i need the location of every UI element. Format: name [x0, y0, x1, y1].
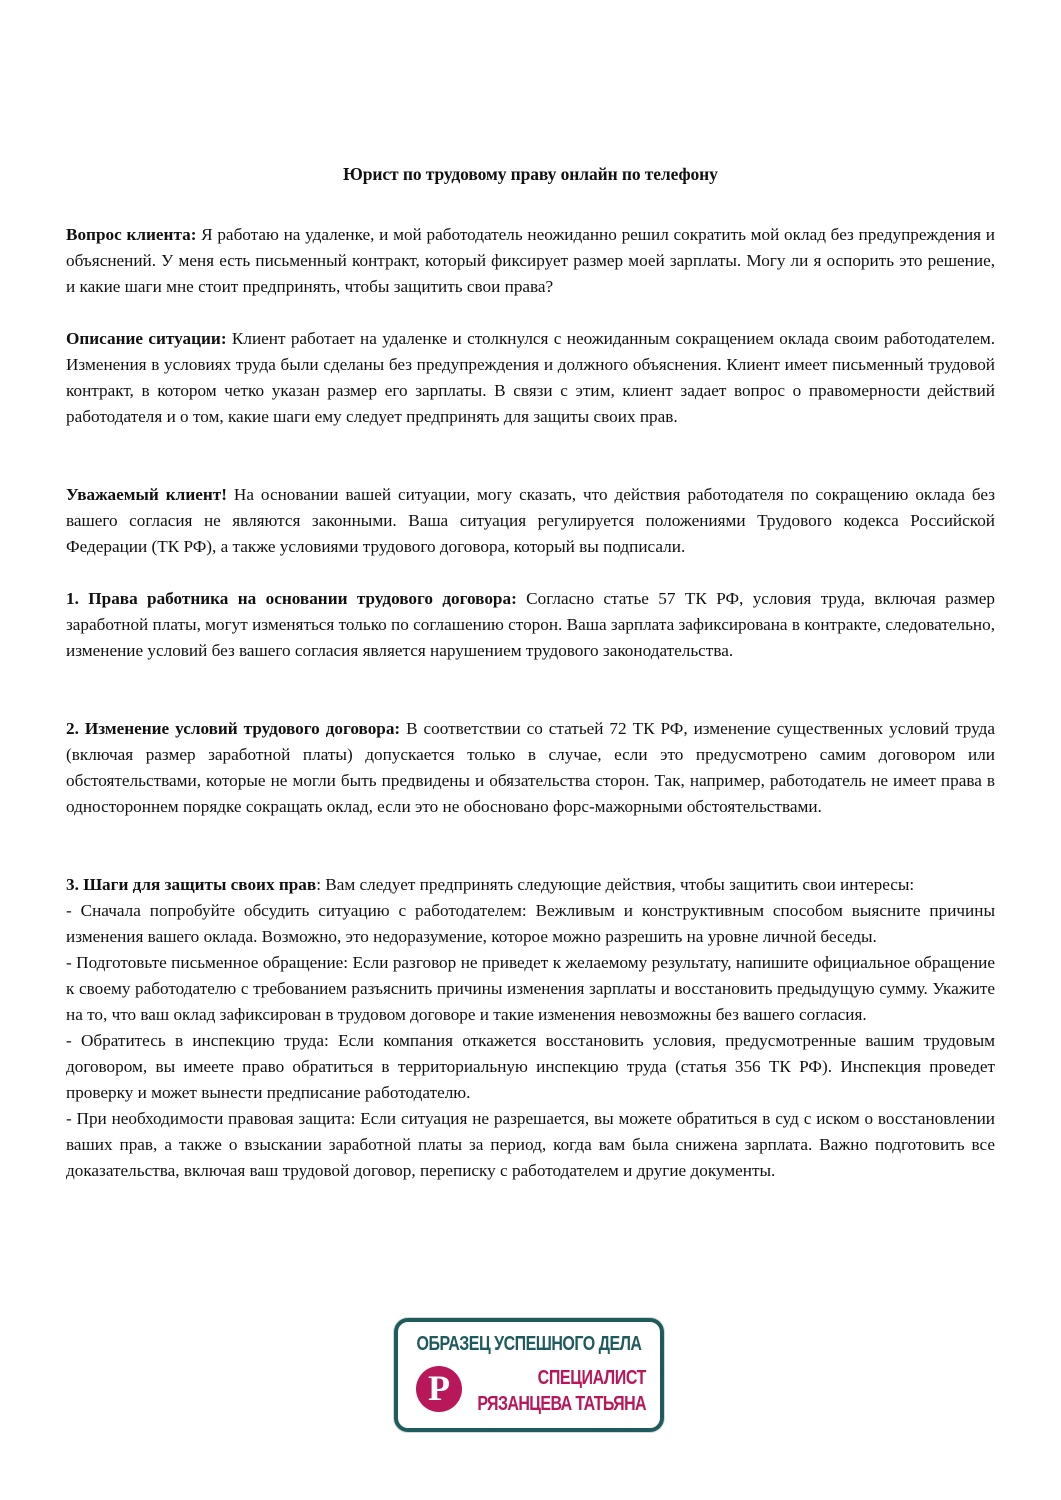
greeting-label: Уважаемый клиент! — [66, 485, 227, 504]
point-2 — [66, 716, 995, 820]
situation-description — [66, 326, 995, 430]
step-1: - Сначала попробуйте обсудить ситуацию с работодателем: Вежливым и конструктивным способом выясните причины изменения вашего оклада. Возможно, это недоразумение, которое можно разрешить на уровне личной беседы. — [66, 901, 995, 946]
stamp-name: РЯЗАНЦЕВА ТАТЬЯНА — [477, 1393, 646, 1415]
stamp-specialist: СПЕЦИАЛИСТ — [537, 1367, 646, 1389]
situation-label: Описание ситуации: — [66, 329, 227, 348]
point-3 — [66, 872, 995, 1184]
step-3: - Обратитесь в инспекцию труда: Если компания откажется восстановить условия, предусмотренные вашим трудовым договором, вы имеете право обратиться в территориальную инспекцию труда (статья 356 ТК РФ). Инспекция проведет проверку и может вынести предписание работодателю. — [66, 1031, 995, 1102]
step-2: - Подготовьте письменное обращение: Если разговор не приведет к желаемому результату, напишите официальное обращение к своему работодателю с требованием разъяснить причины изменения зарплаты и восстановить предыдущую сумму. Укажите на то, что ваш оклад зафиксирован в трудовом договоре и такие изменения невозможны без вашего согласия. — [66, 953, 995, 1024]
situation-text: Клиент работает на удаленке и столкнулся с неожиданным сокращением оклада своим работодателем. Изменения в условиях труда были сделаны без предупреждения и должного объяснения. Клиент имеет письменный трудовой контракт, в котором четко указан размер его зарплаты. В связи с этим, клиент задает вопрос о правомерности действий работодателя и о том, какие шаги ему следует предпринять для защиты своих прав. — [66, 329, 995, 426]
client-question — [66, 222, 995, 300]
point-2-label: 2. Изменение условий трудового договора: — [66, 719, 401, 738]
point-1-label: 1. Права работника на основании трудового договора: — [66, 589, 517, 608]
point-2-text: В соответствии со статьей 72 ТК РФ, изменение существенных условий труда (включая размер заработной платы) допускается только в случае, если это предусмотрено самим договором или обстоятельствами, которые не могли быть предвидены и обязательства сторон. Так, например, работодатель не имеет права в одностороннем порядке сокращать оклад, если это не обосновано форс-мажорными обстоятельствами. — [66, 719, 995, 816]
point-3-text: : Вам следует предпринять следующие действия, чтобы защитить свои интересы: — [316, 875, 915, 894]
greeting-text: На основании вашей ситуации, могу сказать, что действия работодателя по сокращению оклада без вашего согласия не являются законными. Ваша ситуация регулируется положениями Трудового кодекса Российской Федерации (ТК РФ), а также условиями трудового договора, который вы подписали. — [66, 485, 995, 556]
client-question-text: Я работаю на удаленке, и мой работодатель неожиданно решил сократить мой оклад без предупреждения и объяснений. У меня есть письменный контракт, который фиксирует размер моей зарплаты. Могу ли я оспорить это решение, и какие шаги мне стоит предпринять, чтобы защитить свои права? — [66, 225, 995, 296]
point-1-text: Согласно статье 57 ТК РФ, условия труда, включая размер заработной платы, могут изменяться только по соглашению сторон. Ваша зарплата зафиксирована в контракте, следовательно, изменение условий без вашего согласия является нарушением трудового законодательства. — [66, 589, 995, 660]
stamp-title: ОБРАЗЕЦ УСПЕШНОГО ДЕЛА — [416, 1333, 642, 1355]
point-3-label: 3. Шаги для защиты своих прав — [66, 875, 317, 894]
document-title: Юрист по трудовому праву онлайн по телефону — [343, 164, 718, 184]
success-case-stamp — [394, 1318, 664, 1432]
greeting-paragraph — [66, 482, 995, 560]
point-1 — [66, 586, 995, 664]
pinterest-icon: P — [416, 1366, 462, 1412]
client-question-label: Вопрос клиента: — [66, 225, 197, 244]
step-4: - При необходимости правовая защита: Если ситуация не разрешается, вы можете обратиться в суд с иском о восстановлении ваших прав, а также о взыскании заработной платы за период, когда вам была снижена зарплата. Важно подготовить все доказательства, включая ваш трудовой договор, переписку с работодателем и другие документы. — [66, 1109, 995, 1180]
